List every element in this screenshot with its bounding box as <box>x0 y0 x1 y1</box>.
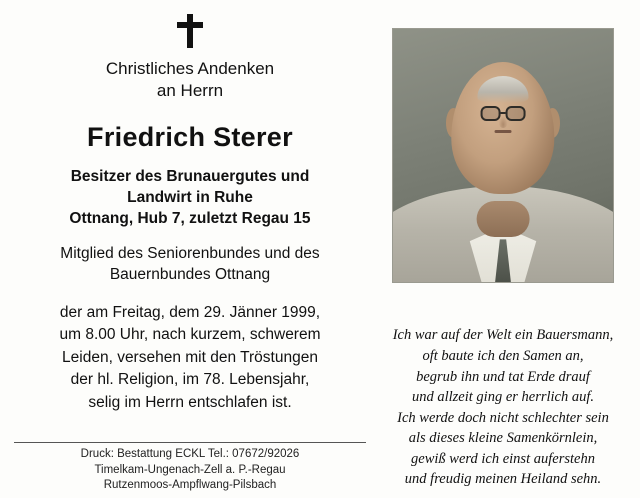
glasses-lens-left <box>480 106 500 120</box>
membership-line-1: Mitglied des Seniorenbundes und des <box>60 245 320 263</box>
verse-line-8: und freudig meinen Heiland sehn. <box>404 471 602 488</box>
verse-line-4: und allzeit ging er herrlich auf. <box>411 389 595 406</box>
verse-line-3: begrub ihn und tat Erde drauf <box>416 368 590 385</box>
cross-icon <box>177 14 203 48</box>
role-text <box>69 167 310 230</box>
verse-line-1: Ich war auf der Welt ein Bauersmann, <box>392 327 614 344</box>
verse-line-2: oft baute ich den Samen an, <box>422 347 584 364</box>
imprint-line-2: Timelkam-Ungenach-Zell a. P.-Regau <box>94 463 286 476</box>
right-panel <box>380 0 640 498</box>
portrait-photo <box>392 28 614 283</box>
imprint-line-1: Druck: Bestattung ECKL Tel.: 07672/92026 <box>80 448 300 461</box>
cross-horizontal-bar <box>177 22 203 28</box>
role-line-1: Besitzer des Brunauergutes und <box>70 168 310 186</box>
death-notice-text <box>59 302 320 414</box>
photo-mouth <box>494 130 512 133</box>
intro-line-2: an Herrn <box>156 81 224 101</box>
deceased-name: Friedrich Sterer <box>87 122 293 153</box>
death-line-1: der am Freitag, dem 29. Jänner 1999, <box>59 303 321 321</box>
glasses-lens-right <box>506 106 526 120</box>
verse-line-5: Ich werde doch nicht schlechter sein <box>397 409 609 426</box>
intro-text <box>106 58 274 102</box>
membership-text <box>60 244 319 286</box>
verse-line-6: als dieses kleine Samenkörnlein, <box>408 430 598 447</box>
death-line-3: Leiden, versehen mit den Tröstungen <box>62 348 318 366</box>
death-line-4: der hl. Religion, im 78. Lebensjahr, <box>70 371 310 389</box>
verse-text <box>393 325 614 490</box>
role-line-3: Ottnang, Hub 7, zuletzt Regau 15 <box>69 210 311 228</box>
imprint-line-3: Rutzenmoos-Ampflwang-Pilsbach <box>103 479 277 492</box>
death-line-2: um 8.00 Uhr, nach kurzem, schwerem <box>59 326 321 344</box>
intro-line-1: Christliches Andenken <box>105 59 275 78</box>
photo-neck <box>477 201 530 236</box>
membership-line-2: Bauernbundes Ottnang <box>109 265 271 283</box>
photo-nose <box>498 116 507 128</box>
role-line-2: Landwirt in Ruhe <box>127 189 253 207</box>
imprint-block <box>14 442 366 494</box>
cross-vertical-bar <box>187 14 193 48</box>
death-line-5: selig im Herrn entschlafen ist. <box>88 393 292 411</box>
photo-hair <box>477 76 529 102</box>
verse-line-7: gewiß werd ich einst auferstehn <box>411 450 595 467</box>
